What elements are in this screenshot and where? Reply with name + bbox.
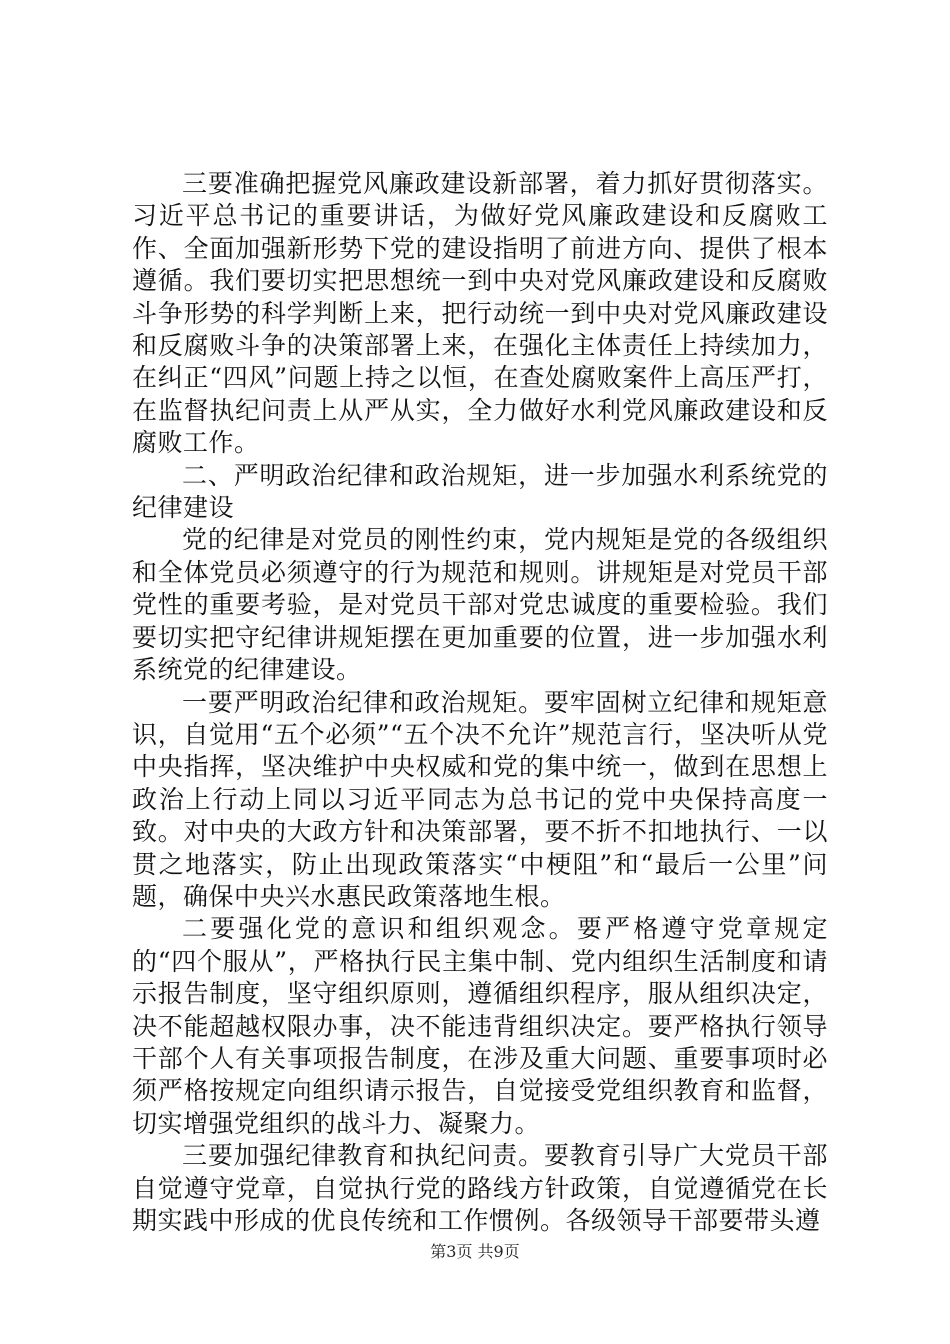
paragraph-4: 二要强化党的意识和组织观念。要严格遵守党章规定的“四个服从”，严格执行民主集中制、党内组织生活制度和请示报告制度，坚守组织原则，遵循组织程序，服从组织决定，决不能超越权限办事，决不能违背组织决定。要严格执行领导干部个人有关事项报告制度，在涉及重大问题、重要事项时必须严格按规定向组织请示报告，自觉接受党组织教育和监督，切实增强党组织的战斗力、凝聚力。: [132, 914, 828, 1138]
section-heading: 二、严明政治纪律和政治规矩，进一步加强水利系统党的纪律建设: [132, 460, 828, 523]
document-body: [132, 168, 828, 1237]
paragraph-2: 党的纪律是对党员的刚性约束，党内规矩是党的各级组织和全体党员必须遵守的行为规范和规则。讲规矩是对党员干部党性的重要考验，是对党员干部对党忠诚度的重要检验。我们要切实把守纪律讲规矩摆在更加重要的位置，进一步加强水利系统党的纪律建设。: [132, 525, 828, 685]
paragraph-1: 三要准确把握党风廉政建设新部署，着力抓好贯彻落实。习近平总书记的重要讲话，为做好党风廉政建设和反腐败工作、全面加强新形势下党的建设指明了前进方向、提供了根本遵循。我们要切实把思想统一到中央对党风廉政建设和反腐败斗争形势的科学判断上来，把行动统一到中央对党风廉政建设和反腐败斗争的决策部署上来，在强化主体责任上持续加力，在纠正“四风”问题上持之以恒，在查处腐败案件上高压严打，在监督执纪问责上从严从实，全力做好水利党风廉政建设和反腐败工作。: [132, 169, 828, 458]
paragraph-3: 一要严明政治纪律和政治规矩。要牢固树立纪律和规矩意识，自觉用“五个必须”“五个决不允许”规范言行，坚决听从党中央指挥，坚决维护中央权威和党的集中统一，做到在思想上政治上行动上同以习近平同志为总书记的党中央保持高度一致。对中央的大政方针和决策部署，要不折不扣地执行、一以贯之地落实，防止出现政策落实“中梗阻”和“最后一公里”问题，确保中央兴水惠民政策落地生根。: [132, 687, 828, 911]
paragraph-5: 三要加强纪律教育和执纪问责。要教育引导广大党员干部自觉遵守党章，自觉执行党的路线方针政策，自觉遵循党在长期实践中形成的优良传统和工作惯例。各级领导干部要带头遵: [132, 1141, 828, 1235]
page-footer: 第3页 共9页: [430, 1242, 520, 1261]
